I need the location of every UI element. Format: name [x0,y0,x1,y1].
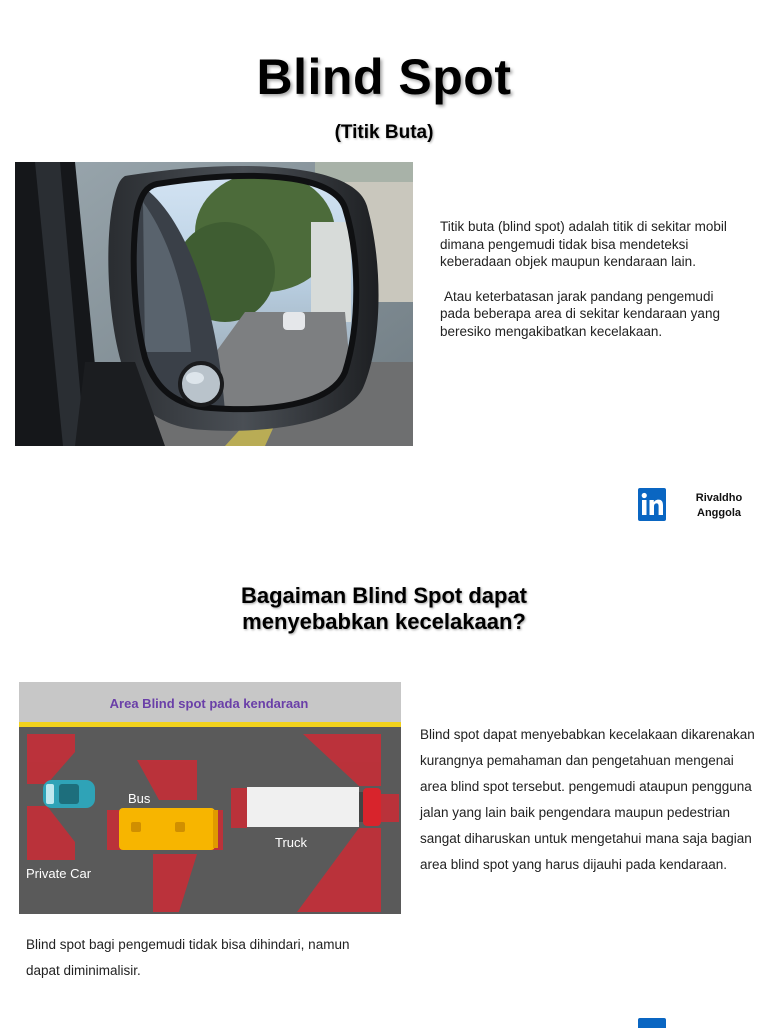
blind-zone-truck-front [381,794,399,822]
author-last-name: Anggola [697,507,741,519]
section-heading [0,583,768,635]
linkedin-icon[interactable] [638,1018,666,1028]
section2-paragraph: Blind spot dapat menyebabkan kecelakaan dikarenakan kurangnya pemahaman dan pengetahuan mengenai area blind spot tersebut. pengemudi ataupun pengguna jalan yang lain baik pengendara maupun pedestrian sangat diharuskan untuk mengetahui mana saja bagian area blind spot yang harus dijauhi pada kendaraan. [420,727,755,872]
section-heading-line-1: Bagaiman Blind Spot dapat [240,583,528,608]
blind-spot-diagram-svg [19,682,401,914]
lane-divider [19,722,401,727]
bus-shape [119,808,218,850]
private-car-shape [43,780,95,808]
author-card[interactable] [638,488,758,522]
intro-paragraph-1: Titik buta (blind spot) adalah titik di sekitar mobil dimana pengemudi tidak bisa mendeteksi keberadaan objek maupun kendaraan lain. [440,219,727,269]
linkedin-icon[interactable] [638,488,666,521]
page-title: Blind Spot [256,49,512,105]
intro-text [440,218,740,357]
diagram-title: Area Blind spot pada kendaraan [109,696,309,711]
diagram-label-bus: Bus [128,791,151,806]
author-first-name: Rivaldho [695,492,743,504]
truck-shape [247,787,381,827]
section-heading-line-2: menyebabkan kecelakaan? [242,609,526,634]
blind-spot-diagram [19,682,401,914]
author-name [676,491,762,521]
side-mirror-illustration [15,162,413,446]
intro-paragraph-2: Atau keterbatasan jarak pandang pengemudi pada beberapa area di sekitar kendaraan yang beresiko mengakibatkan kecelakaan. [440,288,720,339]
blind-zone-truck-rear [231,788,247,828]
diagram-label-car: Private Car [26,866,92,881]
page-subtitle: (Titik Buta) [334,122,434,143]
section2-note: Blind spot bagi pengemudi tidak bisa dihindari, namun dapat diminimalisir. [26,937,350,978]
side-mirror-photo [15,162,413,446]
diagram-label-truck: Truck [275,835,308,850]
